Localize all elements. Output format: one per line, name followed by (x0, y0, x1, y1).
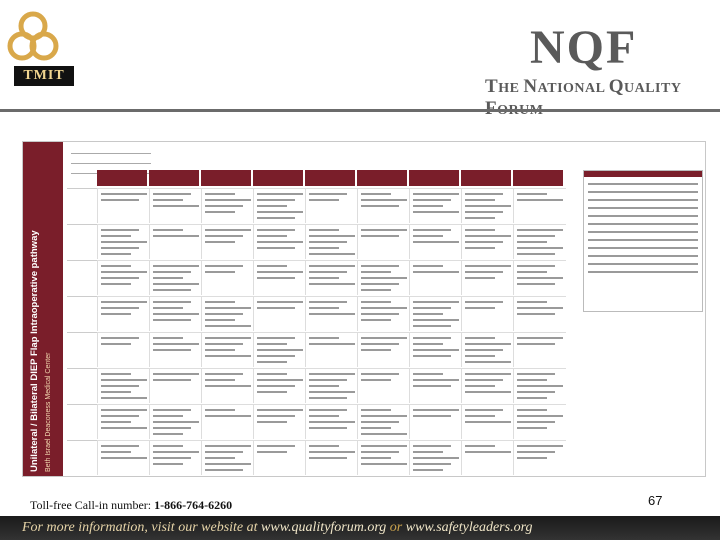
table-cell (357, 404, 410, 439)
table-cell (409, 404, 462, 439)
table-cell (305, 404, 358, 439)
table-cell (253, 188, 306, 223)
table-cell (97, 440, 150, 475)
table-cell (357, 440, 410, 475)
table-cell (357, 260, 410, 295)
table-row-label (67, 260, 97, 297)
table-cell (513, 224, 566, 259)
pathway-table (67, 170, 577, 474)
table-cell (149, 188, 202, 223)
tmit-wordmark: TMIT (14, 66, 74, 86)
table-cell (149, 260, 202, 295)
table-cell (149, 224, 202, 259)
table-cell (409, 440, 462, 475)
table-cell (461, 404, 514, 439)
table-cell (201, 224, 254, 259)
table-cell (97, 296, 150, 331)
table-cell (513, 260, 566, 295)
table-row-label (67, 368, 97, 405)
table-cell (201, 332, 254, 367)
footer-info: For more information, visit our website at www.qualityforum.org or www.safetyleaders.org (22, 520, 533, 535)
table-cell (97, 260, 150, 295)
table-cell (201, 188, 254, 223)
safetyleaders-link[interactable]: www.safetyleaders.org (405, 520, 533, 535)
table-column-header (461, 170, 511, 186)
pathway-document (22, 141, 706, 477)
table-cell (201, 368, 254, 403)
table-column-header (201, 170, 251, 186)
table-cell (357, 188, 410, 223)
table-cell (149, 296, 202, 331)
table-column-header (357, 170, 407, 186)
table-cell (97, 332, 150, 367)
table-cell (409, 332, 462, 367)
table-cell (253, 224, 306, 259)
table-cell (253, 260, 306, 295)
side-panel-header (584, 171, 702, 177)
table-row-label (67, 440, 97, 477)
table-cell (409, 188, 462, 223)
table-cell (253, 296, 306, 331)
document-field (71, 146, 151, 154)
table-cell (461, 296, 514, 331)
table-cell (149, 404, 202, 439)
table-cell (305, 368, 358, 403)
table-cell (305, 260, 358, 295)
table-cell (253, 332, 306, 367)
table-cell (461, 368, 514, 403)
document-side-banner (23, 142, 63, 476)
table-cell (253, 368, 306, 403)
nqf-logo: NQF (530, 21, 638, 74)
table-cell (305, 188, 358, 223)
table-cell (409, 296, 462, 331)
table-cell (305, 224, 358, 259)
tollfree-callin: Toll-free Call-in number: 1-866-764-6260 (30, 498, 233, 512)
table-cell (513, 332, 566, 367)
table-row-label (67, 296, 97, 333)
table-cell (409, 224, 462, 259)
table-cell (409, 368, 462, 403)
header-rule (0, 109, 720, 112)
table-cell (513, 440, 566, 475)
document-organization: Beth Israel Deaconess Medical Center (45, 352, 52, 472)
qualityforum-link[interactable]: www.qualityforum.org (261, 520, 387, 535)
table-cell (305, 332, 358, 367)
table-cell (97, 404, 150, 439)
table-column-header (305, 170, 355, 186)
table-cell (201, 296, 254, 331)
table-column-header (513, 170, 563, 186)
table-cell (461, 224, 514, 259)
table-cell (461, 260, 514, 295)
table-cell (253, 440, 306, 475)
table-cell (201, 260, 254, 295)
document-title: Unilateral / Bilateral DIEP Flap Intraoperative pathway (29, 230, 40, 472)
table-column-header (97, 170, 147, 186)
table-cell (149, 332, 202, 367)
table-cell (513, 188, 566, 223)
table-cell (97, 224, 150, 259)
table-cell (461, 188, 514, 223)
table-cell (149, 368, 202, 403)
table-cell (513, 404, 566, 439)
table-cell (253, 404, 306, 439)
table-row-label (67, 224, 97, 261)
document-field (71, 156, 151, 164)
table-column-header (409, 170, 459, 186)
table-cell (201, 440, 254, 475)
page-number: 67 (648, 493, 663, 508)
table-cell (149, 440, 202, 475)
table-cell (513, 296, 566, 331)
table-row-label (67, 404, 97, 441)
table-cell (97, 188, 150, 223)
table-column-header (253, 170, 303, 186)
table-row-label (67, 188, 97, 225)
table-cell (513, 368, 566, 403)
table-cell (201, 404, 254, 439)
pathway-side-panel (583, 170, 703, 312)
table-cell (357, 332, 410, 367)
table-cell (357, 224, 410, 259)
table-column-header (149, 170, 199, 186)
table-cell (357, 368, 410, 403)
table-cell (305, 296, 358, 331)
table-cell (461, 332, 514, 367)
table-cell (305, 440, 358, 475)
nqf-full-name: THE NATIONAL QUALITY (485, 76, 681, 97)
table-cell (97, 368, 150, 403)
table-row-label (67, 332, 97, 369)
table-cell (357, 296, 410, 331)
table-cell (409, 260, 462, 295)
table-cell (461, 440, 514, 475)
